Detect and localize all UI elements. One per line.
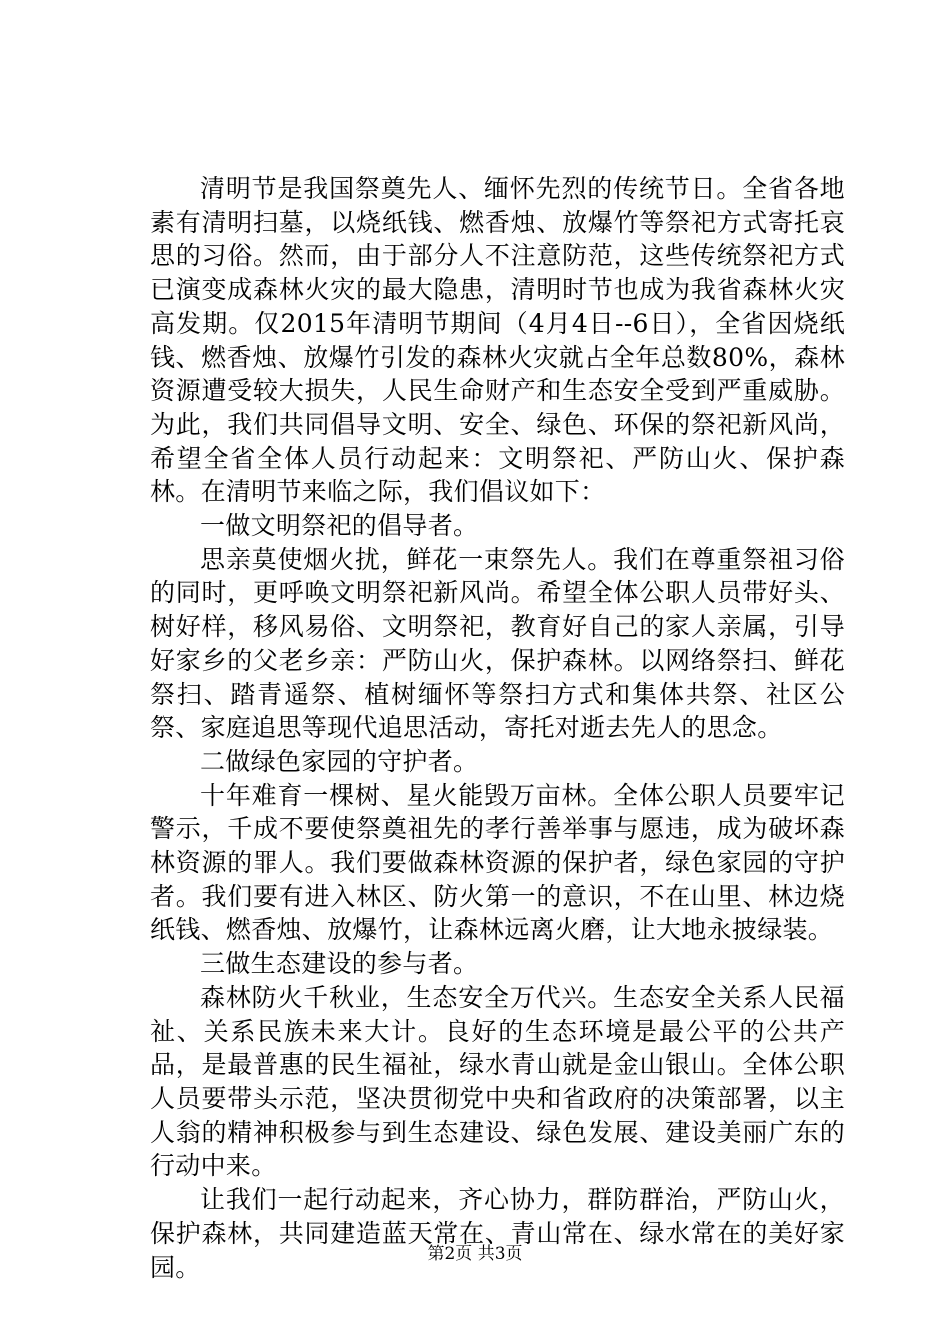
page-number-footer: 第2页 共3页 xyxy=(427,1244,523,1264)
paragraph-green-homeland: 十年难育一棵树、星火能毁万亩林。全体公职人员要牢记警示，千成不要使祭奠祖先的孝行善举事与愿违，成为破坏森林资源的罪人。我们要做森林资源的保护者，绿色家园的守护者。我们要有进入林区、防火第一的意识，不在山里、林边烧纸钱、燃香烛、放爆竹，让森林远离火磨，让大地永披绿装。 xyxy=(150,780,845,945)
paragraph-civilized-sacrifice: 思亲莫使烟火扰，鲜花一束祭先人。我们在尊重祭祖习俗的同时，更呼唤文明祭祀新风尚。希望全体公职人员带好头、树好样，移风易俗、文明祭祀，教育好自己的家人亲属，引导好家乡的父老乡亲：严防山火，保护森林。以网络祭扫、鲜花祭扫、踏青遥祭、植树缅怀等祭扫方式和集体共祭、社区公祭、家庭追思等现代追思活动，寄托对逝去先人的思念。 xyxy=(150,544,845,743)
paragraph-intro: 清明节是我国祭奠先人、缅怀先烈的传统节日。全省各地素有清明扫墓，以烧纸钱、燃香烛、放爆竹等祭祀方式寄托哀思的习俗。然而，由于部分人不注意防范，这些传统祭祀方式已演变成森林火灾的最大隐患，清明时节也成为我省森林火灾高发期。仅2015年清明节期间（4月4日--6日），全省因烧纸钱、燃香烛、放爆竹引发的森林火灾就占全年总数80%，森林资源遭受较大损失，人民生命财产和生态安全受到严重威胁。为此，我们共同倡导文明、安全、绿色、环保的祭祀新风尚，希望全省全体人员行动起来：文明祭祀、严防山火、保护森林。在清明节来临之际，我们倡议如下： xyxy=(150,174,845,507)
heading-civilized-sacrifice: 一做文明祭祀的倡导者。 xyxy=(200,511,479,541)
heading-ecological-construction: 三做生态建设的参与者。 xyxy=(200,949,479,979)
heading-green-homeland: 二做绿色家园的守护者。 xyxy=(200,746,479,776)
paragraph-ecological-construction: 森林防火千秋业，生态安全万代兴。生态安全关系人民福祉、关系民族未来大计。良好的生态环境是最公平的公共产品，是最普惠的民生福祉，绿水青山就是金山银山。全体公职人员要带头示范，坚决贯彻党中央和省政府的决策部署，以主人翁的精神积极参与到生态建设、绿色发展、建设美丽广东的行动中来。 xyxy=(150,982,845,1181)
document-body xyxy=(150,172,845,1284)
paragraph-closing: 让我们一起行动起来，齐心协力，群防群治，严防山火，保护森林，共同建造蓝天常在、青山常在、绿水常在的美好家园。 xyxy=(150,1185,845,1282)
